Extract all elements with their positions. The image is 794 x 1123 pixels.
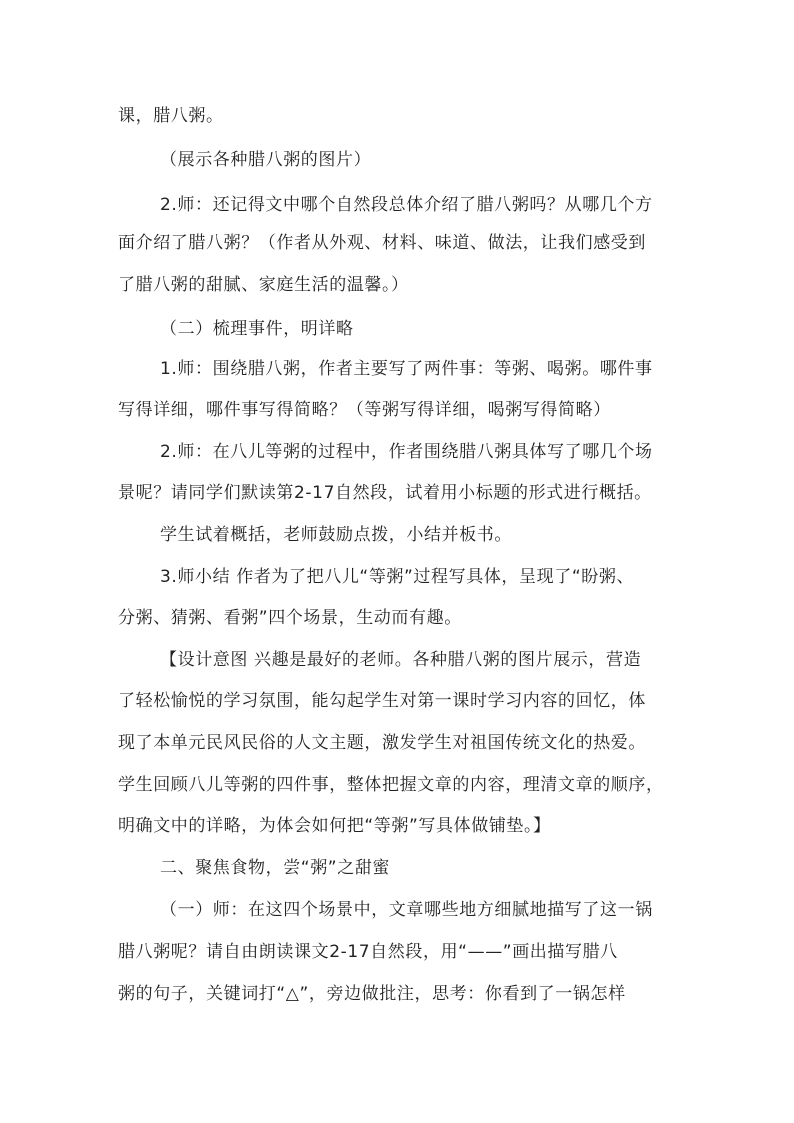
text-line: 景呢？请同学们默读第2-17自然段，试着用小标题的形式进行概括。	[118, 483, 652, 503]
text-line: 粥的句子，关键词打“△”，旁边做批注，思考：你看到了一锅怎样	[118, 984, 626, 1004]
text-line: 2.师：还记得文中哪个自然段总体介绍了腊八粥吗？从哪几个方	[160, 195, 653, 215]
text-line: 面介绍了腊八粥？（作者从外观、材料、味道、做法，让我们感受到	[118, 233, 646, 253]
text-line: 3.师小结 作者为了把八儿“等粥”过程写具体，呈现了“盼粥、	[160, 567, 635, 587]
text-line: 了腊八粥的甜腻、家庭生活的温馨。）	[118, 275, 409, 295]
text-line: 腊八粥呢？请自由朗读课文2-17自然段，用“——”画出描写腊八	[118, 942, 618, 962]
design-intent-text: 现了本单元民风民俗的人文主题，激发学生对祖国传统文化的热爱。	[118, 733, 646, 753]
design-intent-text: 了轻松愉悦的学习氛围，能勾起学生对第一课时学习内容的回忆，体	[118, 691, 646, 711]
text-line: （展示各种腊八粥的图片）	[160, 150, 372, 170]
text-line: 学生试着概括，老师鼓励点拨，小结并板书。	[160, 525, 512, 545]
section-heading: 二、聚焦食物，尝“粥”之甜蜜	[160, 858, 391, 878]
text-line: 分粥、猜粥、看粥”四个场景，生动而有趣。	[118, 608, 462, 628]
text-line: 2.师：在八儿等粥的过程中，作者围绕腊八粥具体写了哪几个场	[160, 442, 653, 462]
section-heading: （二）梳理事件，明详略	[160, 319, 354, 339]
text-line: 1.师：围绕腊八粥，作者主要写了两件事：等粥、喝粥。哪件事	[160, 359, 653, 379]
text-line: （一）师：在这四个场景中，文章哪些地方细腻地描写了这一锅	[160, 900, 653, 920]
text-line: 写得详细，哪件事写得简略？（等粥写得详细，喝粥写得简略）	[118, 400, 611, 420]
design-intent-text: 学生回顾八儿等粥的四件事，整体把握文章的内容，理清文章的顺序，	[118, 775, 664, 795]
text-line: 课，腊八粥。	[118, 106, 224, 126]
design-intent-text: 【设计意图 兴趣是最好的老师。各种腊八粥的图片展示，营造	[160, 650, 642, 670]
design-intent-text: 明确文中的详略，为体会如何把“等粥”写具体做铺垫。】	[118, 816, 551, 836]
